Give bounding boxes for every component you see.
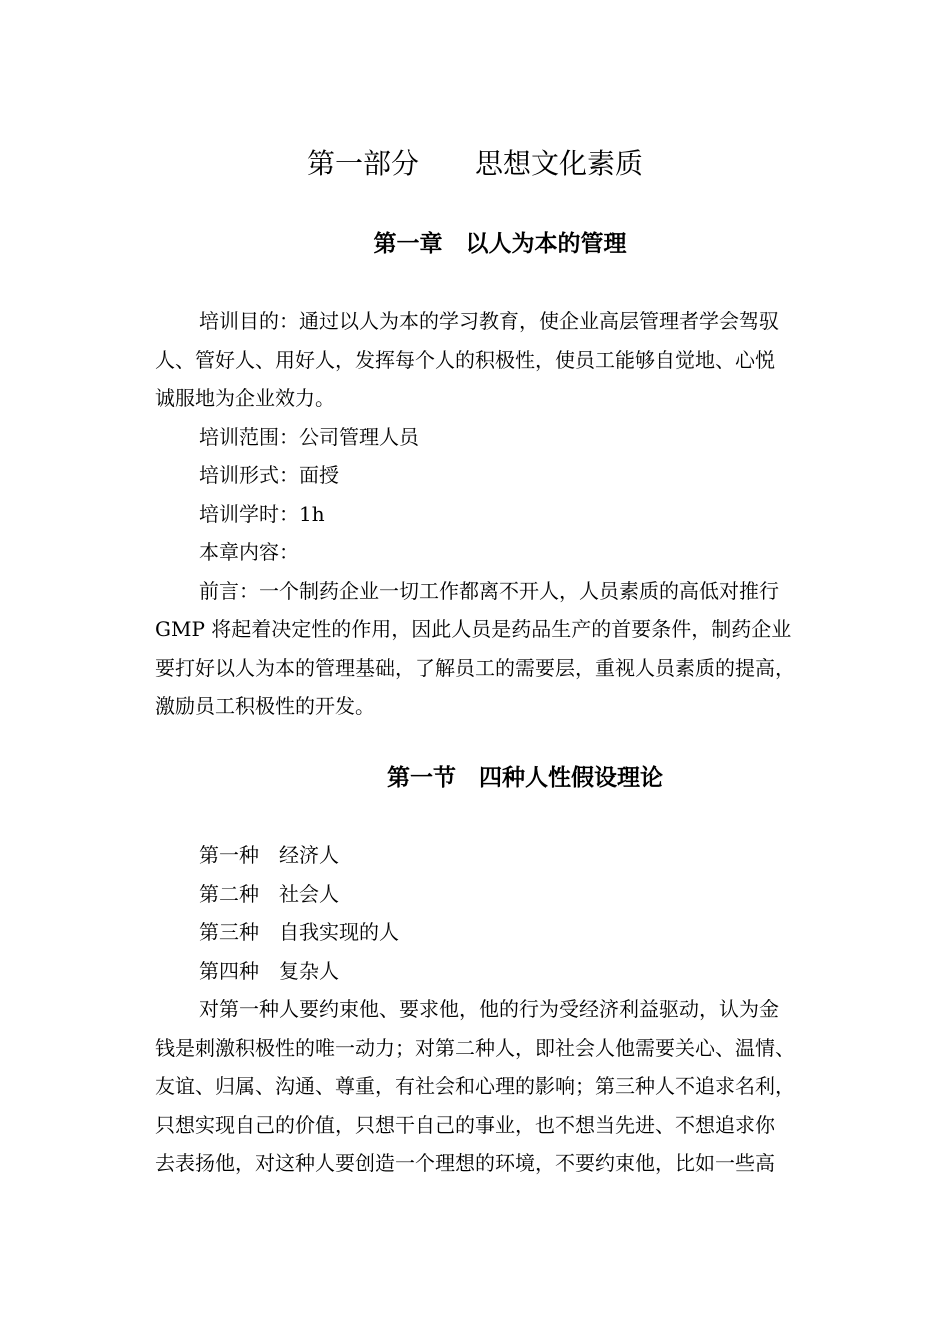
text-line: 人、管好人、用好人，发挥每个人的积极性，使员工能够自觉地、心悦: [155, 347, 775, 372]
text-line: 前言：一个制药企业一切工作都离不开人，人员素质的高低对推行: [199, 578, 779, 603]
list-item: 第一种 经济人: [199, 843, 339, 867]
training-scope: [155, 418, 860, 457]
text-line: 去表扬他，对这种人要创造一个理想的环境，不要约束他，比如一些高: [155, 1151, 775, 1175]
training-purpose-paragraph: [155, 302, 860, 418]
training-format: [155, 456, 860, 495]
list-item: 第二种 社会人: [199, 881, 339, 906]
list-item: 第四种 复杂人: [199, 958, 339, 983]
section-title: 第一节 四种人性假设理论: [387, 765, 663, 791]
text-line: 培训目的：通过以人为本的学习教育，使企业高层管理者学会驾驭: [199, 309, 779, 333]
text-line: 培训形式：面授: [199, 463, 339, 487]
list-item: 第三种 自我实现的人: [199, 920, 399, 944]
part-title: 第一部分 思想文化素质: [306, 147, 643, 180]
text-line: 要打好以人为本的管理基础，了解员工的需要层，重视人员素质的提高，: [155, 655, 795, 680]
human-nature-type-list: [155, 836, 860, 990]
text-line: 激励员工积极性的开发。: [155, 694, 375, 718]
text-line: 对第一种人要约束他、要求他，他的行为受经济利益驱动，认为金: [199, 997, 779, 1021]
text-line: 培训范围：公司管理人员: [199, 424, 419, 449]
chapter-content-label: [155, 533, 860, 572]
text-line: 诚服地为企业效力。: [155, 386, 335, 410]
section-body: [155, 836, 860, 1183]
text-line: 钱是刺激积极性的唯一动力；对第二种人，即社会人他需要关心、温情、: [155, 1035, 795, 1060]
training-hours: [155, 495, 860, 534]
text-line: 友谊、归属、沟通、尊重，有社会和心理的影响；第三种人不追求名利，: [155, 1074, 795, 1098]
text-line: 只想实现自己的价值，只想干自己的事业，也不想当先进、不想追求你: [155, 1112, 775, 1137]
text-line: 培训学时：1h: [199, 501, 325, 526]
preface-paragraph: [155, 572, 860, 726]
chapter-intro: [155, 302, 860, 726]
chapter-title: 第一章 以人为本的管理: [373, 231, 627, 257]
section-paragraph: [155, 990, 860, 1183]
text-line: 本章内容：: [199, 540, 299, 564]
text-line: GMP 将起着决定性的作用，因此人员是药品生产的首要条件，制药企业: [155, 617, 792, 641]
